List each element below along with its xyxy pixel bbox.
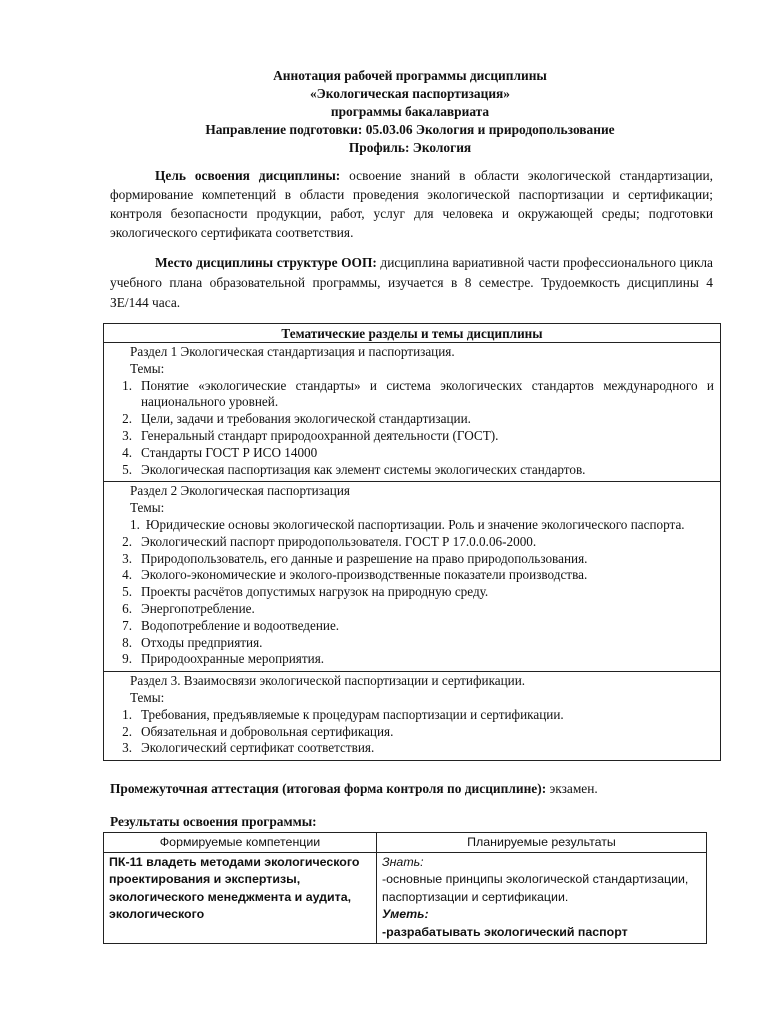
item-number: 1. (130, 516, 140, 532)
item-number: 1. (122, 377, 132, 393)
know-label: Знать: (382, 854, 424, 869)
item-text: Экологическая паспортизация как элемент системы экологических стандартов. (141, 461, 586, 477)
place-label: Место дисциплины структуре ООП: (155, 255, 377, 270)
section-1-cell (104, 343, 721, 482)
results-title: Результаты освоения программы: (110, 814, 317, 829)
item-text: Энергопотребление. (141, 600, 255, 616)
section-3-cell (104, 672, 721, 761)
list-item (110, 740, 714, 757)
temy-label: Темы: (130, 360, 165, 376)
item-text: Понятие «экологические стандарты» и система экологических стандартов международного и национального уровней. (141, 377, 714, 410)
item-number: 2. (122, 533, 132, 549)
program-level: программы бакалавриата (330, 104, 490, 119)
item-number: 2. (122, 411, 132, 427)
place-text: дисциплина вариативной части профессионального цикла учебного плана образовательной программы, изучается в 8 семестре. Трудоемкость дисциплины 4 ЗЕ/144 часа. (110, 255, 713, 310)
item-number: 3. (122, 740, 132, 756)
planned-results-cell (377, 852, 707, 944)
competencies-col-header: Формируемые компетенции (104, 833, 377, 853)
profile: Профиль: Экология (348, 140, 472, 155)
themes-table (103, 323, 721, 761)
list-item (110, 724, 714, 741)
item-text: Эколого-экономические и эколого-производственные показатели производства. (141, 567, 588, 583)
list-item (110, 567, 714, 584)
item-text: Требования, предъявляемые к процедурам паспортизации и сертификации. (141, 706, 564, 722)
can-text: -разрабатывать экологический паспорт (382, 924, 628, 939)
item-text: Проекты расчётов допустимых нагрузок на природную среду. (141, 584, 489, 600)
attestation-value: экзамен. (546, 781, 598, 796)
list-item (110, 411, 714, 428)
list-item (110, 601, 714, 618)
item-number: 2. (122, 723, 132, 739)
item-text: Цели, задачи и требования экологической стандартизации. (141, 411, 471, 427)
list-item (110, 534, 714, 551)
item-number: 4. (122, 567, 132, 583)
item-text: Природопользователь, его данные и разрешение на право природопользования. (141, 550, 588, 566)
item-text: Отходы предприятия. (141, 634, 263, 650)
list-item (110, 584, 714, 601)
attestation-line (110, 781, 598, 797)
temy-label: Темы: (130, 689, 165, 705)
item-text: Юридические основы экологической паспортизации. Роль и значение экологического паспорта. (145, 516, 685, 532)
item-number: 1. (122, 706, 132, 722)
section-title: Раздел 2 Экологическая паспортизация (130, 483, 350, 499)
list-item (110, 551, 714, 568)
training-direction: Направление подготовки: 05.03.06 Экология и природопользование (205, 122, 615, 137)
results-col-header: Планируемые результаты (377, 833, 707, 853)
annotation-title: Аннотация рабочей программы дисциплины (273, 68, 547, 83)
list-item (110, 651, 714, 668)
item-text: Экологический сертификат соответствия. (141, 740, 375, 756)
list-item (110, 635, 714, 652)
item-number: 5. (122, 584, 132, 600)
list-item (110, 517, 714, 534)
item-text: Природоохранные мероприятия. (141, 651, 325, 667)
item-text: Обязательная и добровольная сертификация. (141, 723, 394, 739)
know-text: -основные принципы экологической стандартизации, паспортизации и сертификации. (382, 872, 689, 904)
list-item (110, 428, 714, 445)
can-label: Уметь: (382, 907, 429, 921)
list-item (110, 462, 714, 479)
goal-label: Цель освоения дисциплины: (155, 168, 341, 183)
discipline-name: «Экологическая паспортизация» (309, 86, 510, 101)
item-number: 3. (122, 550, 132, 566)
item-number: 4. (122, 444, 132, 460)
list-item (110, 618, 714, 635)
item-number: 5. (122, 461, 132, 477)
item-number: 8. (122, 634, 132, 650)
goal-paragraph (110, 166, 713, 242)
list-item (110, 445, 714, 462)
list-item (110, 707, 714, 724)
section-title: Раздел 1 Экологическая стандартизация и паспортизация. (130, 344, 455, 359)
item-text: Стандарты ГОСТ Р ИСО 14000 (141, 444, 318, 460)
themes-table-header: Тематические разделы и темы дисциплины (104, 324, 721, 343)
item-number: 7. (122, 617, 132, 633)
item-text: Экологический паспорт природопользователя. ГОСТ Р 17.0.0.06-2000. (141, 533, 537, 549)
goal-text: освоение знаний в области экологической стандартизации, формирование компетенций в области проведения экологической паспортизации и сертификации; контроля безопасности продукции, работ, услуг для человека и окружающей среды; подготовки экологического сертификата соответствия. (110, 168, 713, 240)
section-title: Раздел 3. Взаимосвязи экологической паспортизации и сертификации. (130, 673, 526, 689)
item-text: Генеральный стандарт природоохранной деятельности (ГОСТ). (141, 427, 499, 443)
competence-cell: ПК-11 владеть методами экологического проектирования и экспертизы, экологического менеджмента и аудита, экологического (104, 852, 377, 944)
competencies-table (103, 832, 707, 944)
item-number: 9. (122, 651, 132, 667)
place-paragraph (110, 253, 713, 313)
section-2-cell (104, 482, 721, 672)
item-number: 6. (122, 600, 132, 616)
temy-label: Темы: (130, 500, 165, 516)
attestation-label: Промежуточная аттестация (итоговая форма контроля по дисциплине): (110, 781, 547, 796)
document-header (100, 67, 720, 157)
list-item (110, 378, 714, 412)
item-number: 3. (122, 427, 132, 443)
item-text: Водопотребление и водоотведение. (141, 617, 340, 633)
